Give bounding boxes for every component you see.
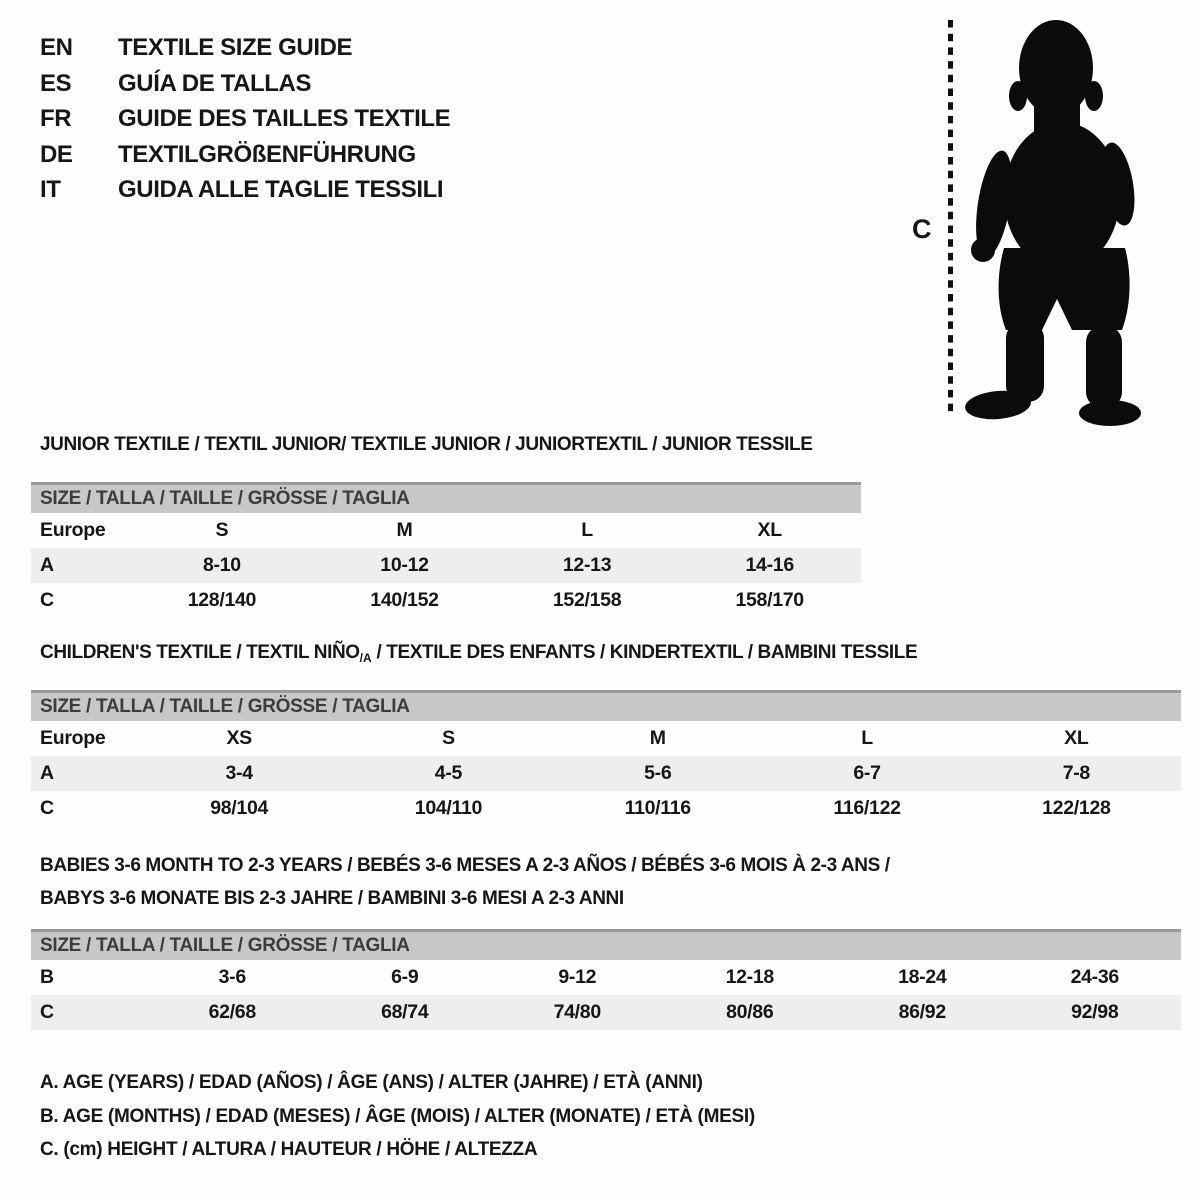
table-cell: 3-6 [218,966,246,988]
table-cell: 24-36 [1070,966,1119,988]
legend-line-b: B. AGE (MONTHS) / EDAD (MESES) / ÂGE (MOIS) / ALTER (MONATE) / ETÀ (MESI) [40,1105,755,1127]
table-cell: 6-7 [853,762,881,784]
children-title-subscript: /A [359,651,372,665]
table-row-c [31,583,861,618]
table-cell: 140/152 [370,589,439,611]
size-header-bar: SIZE / TALLA / TAILLE / GRÖSSE / TAGLIA [31,929,1181,960]
table-cell: A [40,762,54,784]
table-cell: 12-13 [562,554,612,576]
table-cell: 9-12 [558,966,597,988]
table-cell: 5-6 [644,762,672,784]
table-cell: 62/68 [208,1001,256,1023]
table-cell: C [40,589,54,611]
table-cell: C [40,797,54,819]
table-cell: 18-24 [898,966,947,988]
babies-section-title [40,849,890,915]
table-cell: 98/104 [210,797,269,819]
language-row [40,30,450,66]
babies-title-line2: BABYS 3-6 MONATE BIS 2-3 JAHRE / BAMBINI 3-6 MESI A 2-3 ANNI [40,888,624,909]
table-cell: C [40,1001,54,1023]
table-row-a [31,756,1181,791]
language-row [40,101,450,137]
language-row [40,172,450,208]
language-code: IT [40,176,61,204]
table-cell: 80/86 [726,1001,774,1023]
table-cell: XL [757,519,782,541]
table-cell: 122/128 [1042,797,1111,819]
babies-size-table [31,929,1181,1030]
junior-section-title: JUNIOR TEXTILE / TEXTIL JUNIOR/ TEXTILE JUNIOR / JUNIORTEXTIL / JUNIOR TESSILE [40,434,813,455]
table-cell: 86/92 [898,1001,946,1023]
language-code: DE [40,140,73,168]
table-cell: 104/110 [414,797,483,819]
table-row-europe [31,513,861,548]
language-title: GUIDE DES TAILLES TEXTILE [118,105,451,133]
table-cell: 12-18 [725,966,774,988]
children-size-table [31,690,1181,826]
baby-silhouette-shape [964,20,1141,426]
language-title-list [40,30,450,208]
language-title: TEXTILE SIZE GUIDE [118,34,353,61]
table-cell: 7-8 [1062,762,1090,784]
legend-line-a: A. AGE (YEARS) / EDAD (AÑOS) / ÂGE (ANS) / ALTER (JAHRE) / ETÀ (ANNI) [40,1072,703,1093]
toddler-silhouette-icon [938,8,1160,428]
table-cell: A [40,554,54,576]
table-row-a [31,548,861,583]
table-cell: 14-16 [745,554,794,576]
table-cell: 4-5 [434,762,463,784]
table-cell: M [649,727,666,749]
table-cell: 116/122 [833,797,901,819]
table-row-c [31,995,1181,1030]
junior-size-table [31,482,861,618]
table-cell: M [396,519,413,541]
table-cell: Europe [40,519,106,541]
table-row-c [31,791,1181,826]
table-cell: 158/170 [735,589,804,611]
table-cell: 8-10 [202,554,241,576]
table-cell: L [861,727,873,749]
table-cell: 10-12 [380,554,429,576]
table-cell: S [215,519,229,541]
height-label-c: C [912,214,931,244]
language-code: FR [40,105,72,133]
table-cell: 68/74 [381,1001,429,1023]
table-cell: 74/80 [553,1001,601,1023]
table-cell: 152/158 [552,589,622,611]
table-cell: B [40,966,54,988]
table-cell: S [442,727,455,749]
table-row-b [31,960,1181,995]
table-cell: XS [226,727,252,749]
size-header-bar: SIZE / TALLA / TAILLE / GRÖSSE / TAGLIA [31,690,1181,721]
language-title: GUÍA DE TALLAS [118,69,312,97]
children-title-prefix: CHILDREN'S TEXTILE / TEXTIL NIÑO [40,642,360,663]
table-cell: 128/140 [187,589,257,611]
table-cell: L [581,519,593,541]
language-row [40,66,450,102]
measurement-legend [40,1066,755,1167]
legend-line-c: C. (cm) HEIGHT / ALTURA / HAUTEUR / HÖHE / ALTEZZA [40,1139,538,1160]
language-code: ES [40,69,72,97]
table-cell: 6-9 [391,966,419,988]
table-cell: Europe [40,727,106,749]
table-row-europe [31,721,1181,756]
size-header-bar: SIZE / TALLA / TAILLE / GRÖSSE / TAGLIA [31,482,861,513]
height-figure [908,8,1160,432]
children-title-suffix: / TEXTILE DES ENFANTS / KINDERTEXTIL / BAMBINI TESSILE [371,642,918,663]
language-title: GUIDA ALLE TAGLIE TESSILI [118,176,444,204]
table-cell: 3-4 [225,762,253,784]
children-section-title [40,642,917,665]
table-cell: 110/116 [624,797,691,819]
table-cell: XL [1064,727,1089,749]
babies-title-line1: BABIES 3-6 MONTH TO 2-3 YEARS / BEBÉS 3-6 MESES A 2-3 AÑOS / BÉBÉS 3-6 MOIS À 2-3 ANS / [40,855,890,876]
language-code: EN [40,34,73,61]
language-title: TEXTILGRÖßENFÜHRUNG [118,140,416,168]
table-cell: 92/98 [1071,1001,1119,1023]
language-row [40,137,450,173]
